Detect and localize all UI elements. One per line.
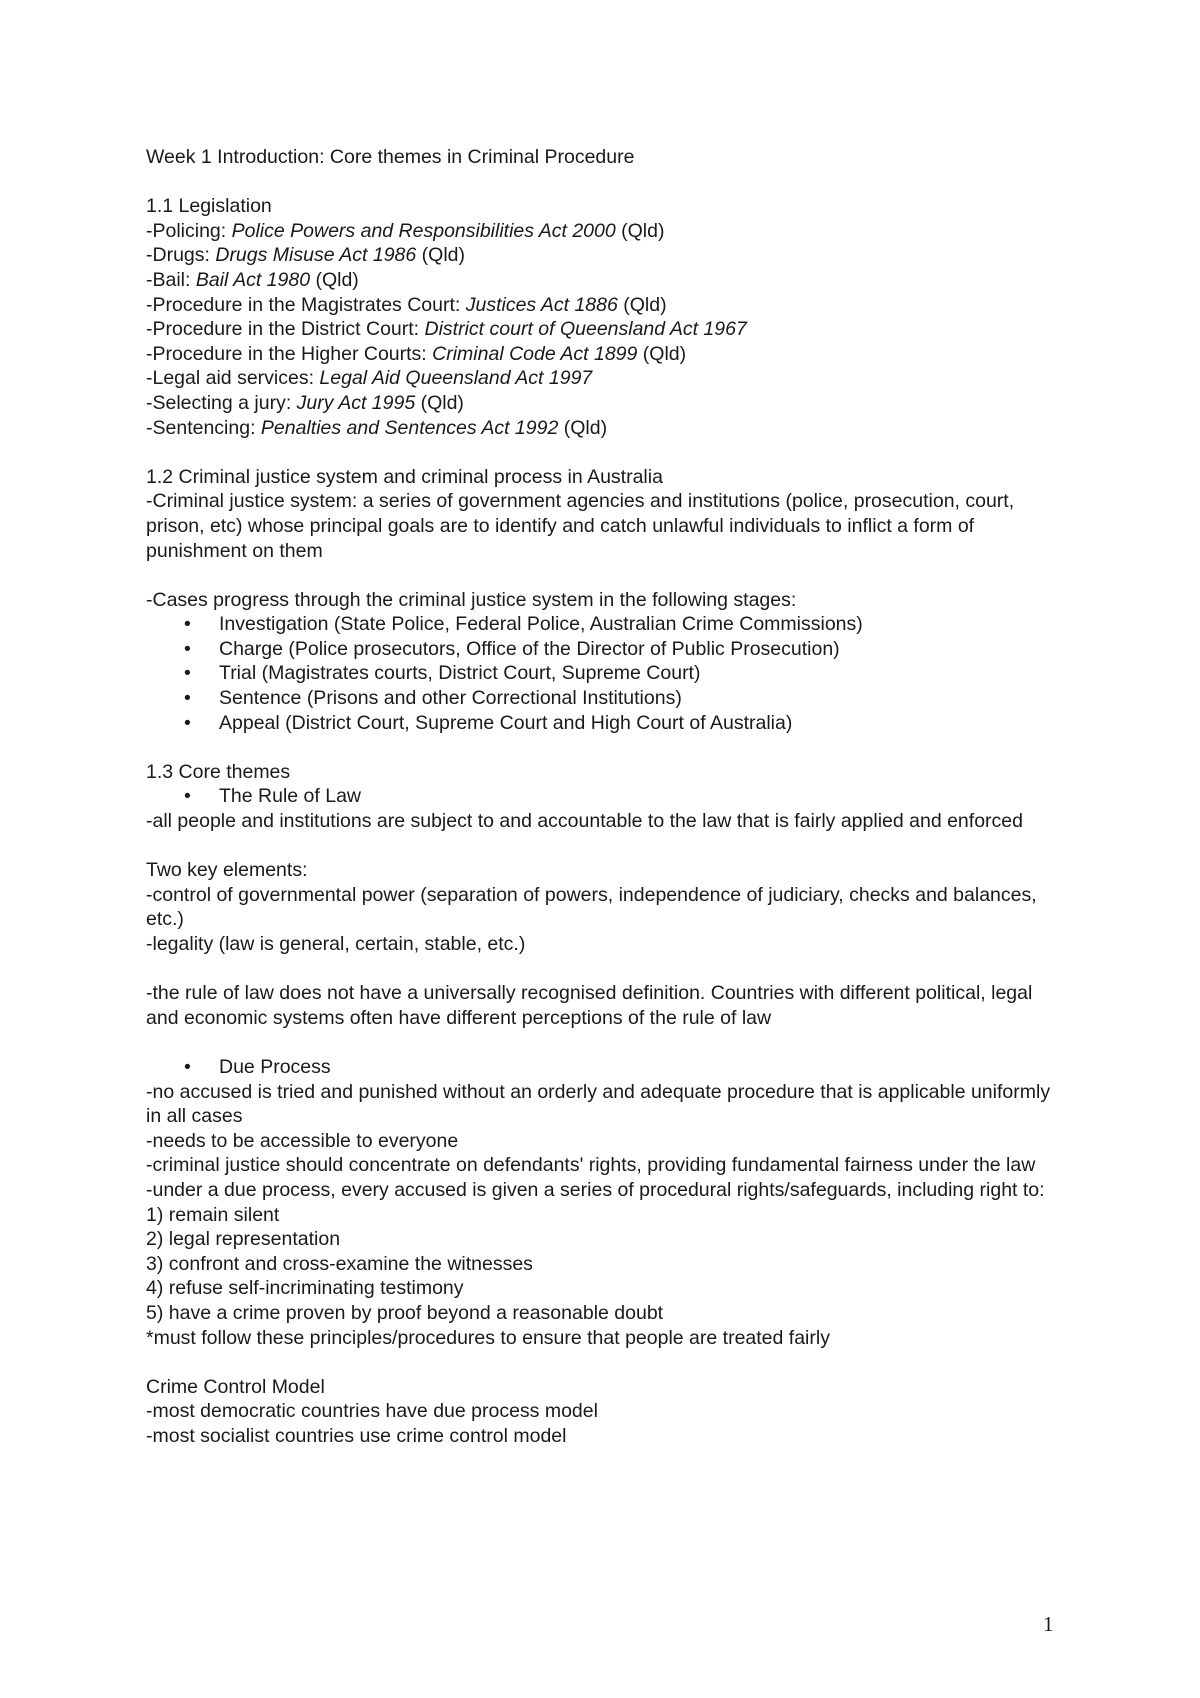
legislation-item: -Procedure in the Magistrates Court: Justices Act 1886 (Qld) [146, 293, 667, 316]
legislation-item: -Selecting a jury: Jury Act 1995 (Qld) [146, 391, 464, 414]
due-process-point: -criminal justice should concentrate on defendants' rights, providing fundamental fairness under the law [146, 1154, 1036, 1177]
rule-of-law-note: -the rule of law does not have a universally recognised definition. Countries with different political, legal and economic systems often have different perceptions of the rule of law [146, 982, 1033, 1029]
right-item: 2) legal representation [146, 1228, 341, 1251]
key-element: -control of governmental power (separation of powers, independence of judiciary, checks and balances, etc.) [146, 883, 1037, 931]
right-item: 1) remain silent [146, 1203, 280, 1226]
act-title: Jury Act 1995 [296, 391, 416, 414]
due-process-point: -no accused is tried and punished without an orderly and adequate procedure that is applicable uniformly in all cases [146, 1080, 1051, 1128]
act-title: District court of Queensland Act 1967 [424, 318, 747, 341]
act-title: Criminal Code Act 1899 [432, 342, 638, 365]
due-process-point: -needs to be accessible to everyone [146, 1129, 459, 1152]
stage-bullet-item: • Appeal (District Court, Supreme Court and High Court of Australia) [184, 711, 793, 734]
bullet-icon: • [184, 687, 191, 710]
crime-control-point: -most socialist countries use crime control model [146, 1424, 567, 1447]
right-item: 5) have a crime proven by proof beyond a reasonable doubt [146, 1301, 664, 1324]
cjs-heading: 1.2 Criminal justice system and criminal process in Australia [146, 465, 663, 488]
stage-bullet-item: • Trial (Magistrates courts, District Court, Supreme Court) [184, 662, 701, 685]
key-elements-heading: Two key elements: [146, 859, 308, 882]
stage-bullet-item: • Sentence (Prisons and other Correctional Institutions) [184, 687, 682, 710]
document-title: Week 1 Introduction: Core themes in Criminal Procedure [146, 146, 635, 168]
page-number: 1 [1043, 1612, 1054, 1636]
legislation-item: -Legal aid services: Legal Aid Queensland Act 1997 [146, 367, 593, 390]
due-process-note: *must follow these principles/procedures to ensure that people are treated fairly [146, 1326, 830, 1349]
due-process-bullet: • Due Process [184, 1055, 331, 1078]
right-item: 3) confront and cross-examine the witnesses [146, 1252, 533, 1275]
bullet-icon: • [184, 1055, 191, 1078]
due-process-point: -under a due process, every accused is given a series of procedural rights/safeguards, including right to: [146, 1178, 1045, 1201]
legislation-item: -Procedure in the District Court: District court of Queensland Act 1967 [146, 318, 747, 341]
legislation-item: -Bail: Bail Act 1980 (Qld) [146, 268, 359, 291]
act-title: Justices Act 1886 [465, 293, 618, 316]
rule-of-law-bullet: • The Rule of Law [184, 785, 361, 808]
legislation-item: -Sentencing: Penalties and Sentences Act 1992 (Qld) [146, 416, 608, 439]
stages-intro: -Cases progress through the criminal justice system in the following stages: [146, 588, 797, 611]
legislation-item: -Drugs: Drugs Misuse Act 1986 (Qld) [146, 244, 465, 267]
stage-bullet-item: • Charge (Police prosecutors, Office of the Director of Public Prosecution) [184, 637, 840, 660]
bullet-icon: • [184, 637, 191, 660]
bullet-icon: • [184, 613, 191, 636]
act-title: Legal Aid Queensland Act 1997 [319, 367, 593, 390]
act-title: Penalties and Sentences Act 1992 [260, 416, 559, 439]
cjs-definition: -Criminal justice system: a series of government agencies and institutions (police, prosecution, court, prison, etc) whose principal goals are to identify and catch unlawful individuals to inflict a form of punishment on them [146, 490, 1015, 562]
legislation-item: -Policing: Police Powers and Responsibilities Act 2000 (Qld) [146, 219, 665, 242]
legislation-heading: 1.1 Legislation [146, 195, 272, 218]
rule-of-law-definition: -all people and institutions are subject to and accountable to the law that is fairly applied and enforced [146, 810, 1023, 833]
core-themes-heading: 1.3 Core themes [146, 760, 291, 783]
stage-bullet-item: • Investigation (State Police, Federal Police, Australian Crime Commissions) [184, 613, 863, 636]
document-body [146, 145, 1066, 1448]
act-title: Bail Act 1980 [195, 268, 311, 291]
right-item: 4) refuse self-incriminating testimony [146, 1277, 464, 1300]
bullet-icon: • [184, 711, 191, 734]
key-element: -legality (law is general, certain, stable, etc.) [146, 933, 526, 955]
act-title: Police Powers and Responsibilities Act 2000 [231, 219, 616, 242]
bullet-icon: • [184, 785, 191, 808]
legislation-item: -Procedure in the Higher Courts: Criminal Code Act 1899 (Qld) [146, 342, 687, 365]
crime-control-point: -most democratic countries have due process model [146, 1400, 598, 1423]
act-title: Drugs Misuse Act 1986 [215, 244, 417, 267]
bullet-icon: • [184, 662, 191, 685]
crime-control-heading: Crime Control Model [146, 1375, 325, 1398]
